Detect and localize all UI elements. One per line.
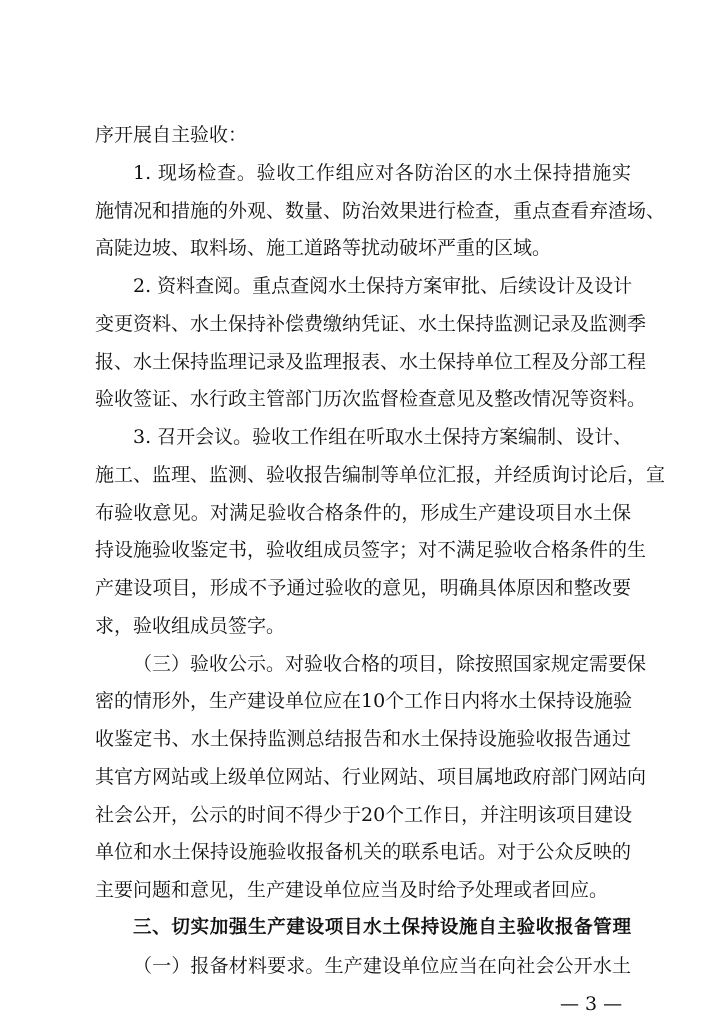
body-line: （一）报备材料要求。生产建设单位应当在向社会公开水土	[133, 955, 631, 977]
body-line: 求，验收组成员签字。	[95, 615, 286, 637]
body-line: 其官方网站或上级单位网站、行业网站、项目属地政府部门网站向	[95, 766, 647, 788]
body-line: 单位和水土保持设施验收报备机关的联系电话。对于公众反映的	[95, 841, 631, 863]
body-line: 施情况和措施的外观、数量、防治效果进行检查，重点查看弃渣场、	[95, 200, 666, 222]
body-line: 高陡边坡、取料场、施工道路等扰动破坏严重的区域。	[95, 237, 552, 259]
page-number: — 3 —	[560, 993, 623, 1015]
body-line: 收鉴定书、水土保持监测总结报告和水土保持设施验收报告通过	[95, 728, 631, 750]
body-line: 产建设项目，形成不予通过验收的意见，明确具体原因和整改要	[95, 577, 631, 599]
body-line: （三）验收公示。对验收合格的项目，除按照国家规定需要保	[133, 653, 647, 675]
body-line: 序开展自主验收：	[95, 124, 248, 146]
body-line: 变更资料、水土保持补偿费缴纳凭证、水土保持监测记录及监测季	[95, 313, 647, 335]
body-line: 主要问题和意见，生产建设单位应当及时给予处理或者回应。	[95, 879, 609, 901]
body-line: 3. 召开会议。验收工作组在听取水土保持方案编制、设计、	[133, 426, 633, 448]
body-line: 施工、监理、监测、验收报告编制等单位汇报，并经质询讨论后，宣	[95, 464, 666, 486]
body-line: 报、水土保持监理记录及监理报表、水土保持单位工程及分部工程	[95, 351, 647, 373]
section-heading: 三、切实加强生产建设项目水土保持设施自主验收报备管理	[133, 917, 631, 938]
body-line: 密的情形外，生产建设单位应在10个工作日内将水土保持设施验	[95, 690, 633, 712]
body-line: 1. 现场检查。验收工作组应对各防治区的水土保持措施实	[133, 162, 631, 184]
body-line: 持设施验收鉴定书，验收组成员签字；对不满足验收合格条件的生	[95, 539, 647, 561]
body-line: 布验收意见。对满足验收合格条件的，形成生产建设项目水土保	[95, 502, 631, 524]
body-line: 2. 资料查阅。重点查阅水土保持方案审批、后续设计及设计	[133, 275, 633, 297]
body-line: 社会公开，公示的时间不得少于20个工作日，并注明该项目建设	[95, 804, 633, 826]
body-line: 验收签证、水行政主管部门历次监督检查意见及整改情况等资料。	[95, 388, 647, 410]
